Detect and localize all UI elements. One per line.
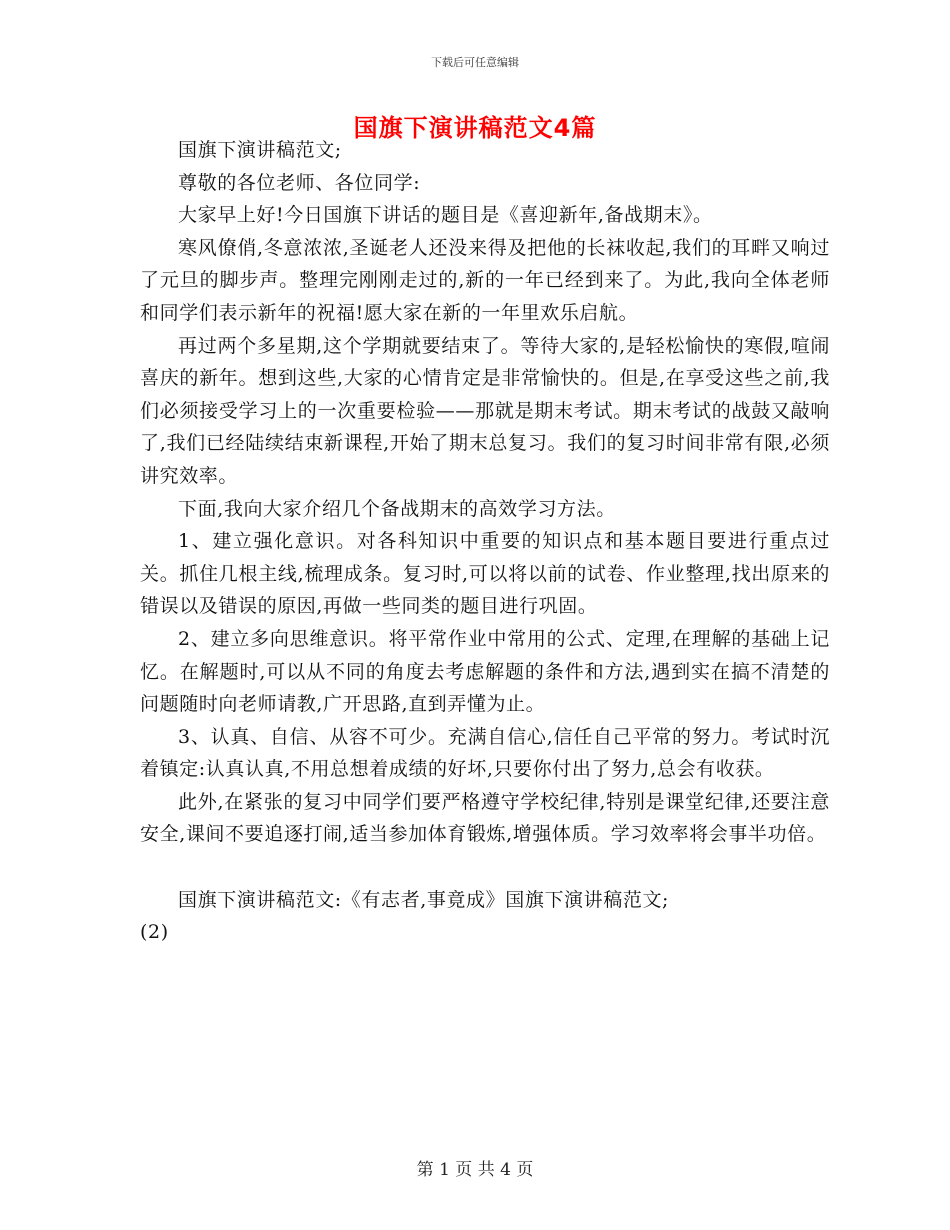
paragraph-new-year: 寒风僚俏,冬意浓浓,圣诞老人还没来得及把他的长袜收起,我们的耳畔又响过了元旦的脚步声。整理完刚刚走过的,新的一年已经到来了。为此,我向全体老师和同学们表示新年的祝福!愿大家在新的一年里欢乐启航。 [140, 236, 830, 324]
paragraph-spacer [140, 851, 830, 884]
paragraph-method-2: 2、建立多向思维意识。将平常作业中常用的公式、定理,在理解的基础上记忆。在解题时,可以从不同的角度去考虑解题的条件和方法,遇到实在搞不清楚的问题随时向老师请教,广开思路,直到弄懂为止。 [140, 627, 830, 716]
document-body [140, 134, 830, 949]
paragraph-exam-intro: 再过两个多星期,这个学期就要结束了。等待大家的,是轻松愉快的寒假,喧闹喜庆的新年。想到这些,大家的心情肯定是非常愉快的。但是,在享受这些之前,我们必须接受学习上的一次重要检验——那就是期末考试。期末考试的战鼓又敲响了,我们已经陆续结束新课程,开始了期末总复习。我们的复习时间非常有限,必须讲究效率。 [140, 334, 830, 487]
paragraph-methods-intro: 下面,我向大家介绍几个备战期末的高效学习方法。 [178, 497, 616, 520]
paragraph-number: (2) [140, 921, 169, 944]
page-header: 下载后可任意编辑 [431, 56, 519, 69]
page-footer: 第 1 页 共 4 页 [416, 1160, 534, 1180]
paragraph-discipline: 此外,在紧张的复习中同学们要严格遵守学校纪律,特别是课堂纪律,还要注意安全,课间不要追逐打闹,适当参加体育锻炼,增强体质。学习效率将会事半功倍。 [140, 790, 830, 846]
paragraph-salutation: 尊敬的各位老师、各位同学: [178, 171, 421, 194]
paragraph-method-1: 1、建立强化意识。对各科知识中重要的知识点和基本题目要进行重点过关。抓住几根主线,梳理成条。复习时,可以将以前的试卷、作业整理,找出原来的错误以及错误的原因,再做一些同类的题目进行巩固。 [140, 530, 830, 618]
document-title: 国旗下演讲稿范文4篇 [353, 114, 597, 142]
paragraph-next-speech-title: 国旗下演讲稿范文:《有志者,事竟成》国旗下演讲稿范文; [178, 888, 670, 911]
paragraph-intro-label: 国旗下演讲稿范文; [178, 139, 342, 161]
paragraph-method-3: 3、认真、自信、从容不可少。充满自信心,信任自己平常的努力。考试时沉着镇定:认真认真,不用总想着成绩的好坏,只要你付出了努力,总会有收获。 [140, 725, 830, 781]
paragraph-greeting: 大家早上好!今日国旗下讲话的题目是《喜迎新年,备战期末》。 [178, 204, 713, 227]
